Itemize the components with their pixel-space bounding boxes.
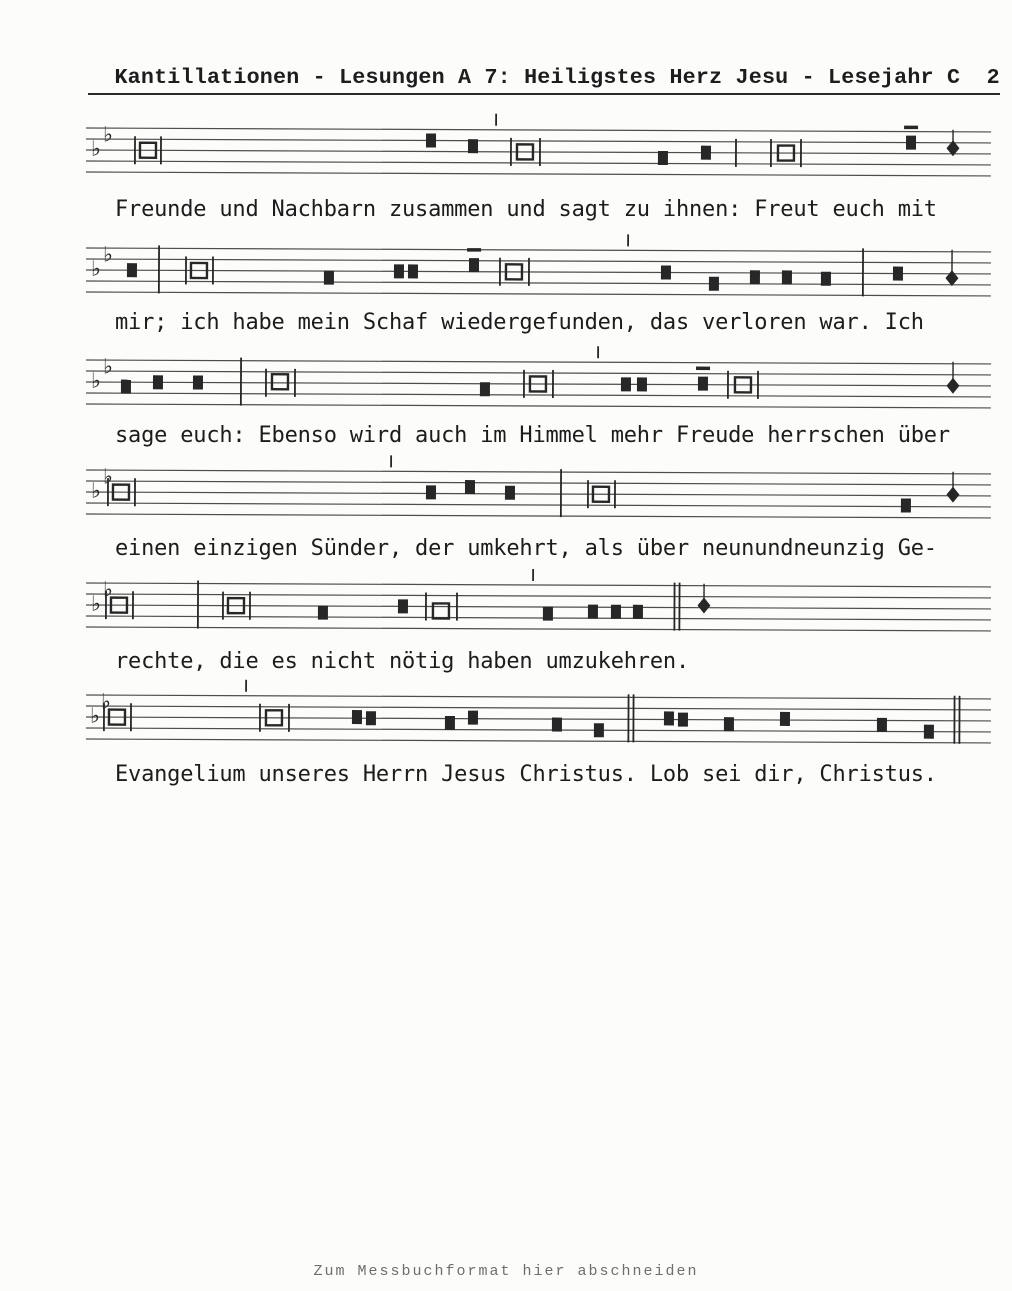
staff-line xyxy=(86,128,991,132)
punctum-note xyxy=(445,716,455,730)
staff-line xyxy=(86,492,991,496)
cut-instruction-text: Zum Messbuchformat hier abschneiden xyxy=(313,1263,699,1280)
diamond-note xyxy=(945,270,958,286)
punctum-note xyxy=(480,382,490,396)
diamond-note xyxy=(697,597,710,613)
staff-line xyxy=(86,717,991,721)
staff-line xyxy=(86,594,991,598)
punctum-note xyxy=(658,151,668,165)
episema-mark xyxy=(904,126,918,130)
staff-notation-svg xyxy=(86,110,998,180)
punctum-note xyxy=(594,723,604,737)
flat-icon: ♭ xyxy=(100,689,111,714)
staff-3 xyxy=(86,342,998,412)
staff-line xyxy=(86,503,991,507)
punctum-note xyxy=(611,605,621,619)
staff-4 xyxy=(86,452,998,522)
punctum-note xyxy=(468,711,478,725)
flat-icon: ♭ xyxy=(102,354,113,379)
lyrics-line-4: einen einzigen Sünder, der umkehrt, als über neunundneunzig Ge- xyxy=(115,536,937,561)
staff-notation-svg xyxy=(86,452,998,522)
flat-icon: ♭ xyxy=(102,577,113,602)
lyrics-line-5: rechte, die es nicht nötig haben umzukehren. xyxy=(115,649,689,674)
diamond-note xyxy=(946,487,959,503)
punctum-note xyxy=(505,486,515,500)
staff-line xyxy=(86,706,991,710)
punctum-note xyxy=(664,711,674,725)
punctum-note xyxy=(426,133,436,147)
punctum-note xyxy=(426,485,436,499)
staff-line xyxy=(86,292,991,296)
lyrics-line-1: Freunde und Nachbarn zusammen und sagt zu ihnen: Freut euch mit xyxy=(115,197,937,222)
punctum-note xyxy=(821,272,831,286)
episema-mark xyxy=(696,367,710,371)
recitation-note xyxy=(433,603,449,618)
punctum-note xyxy=(588,605,598,619)
staff-line xyxy=(86,360,991,364)
staff-notation-svg xyxy=(86,677,998,747)
punctum-note xyxy=(621,377,631,391)
punctum-note xyxy=(318,606,328,620)
staff-2 xyxy=(86,230,998,300)
flat-icon: ♭ xyxy=(90,136,101,161)
punctum-note xyxy=(468,139,478,153)
punctum-note xyxy=(633,605,643,619)
staff-line xyxy=(86,281,991,285)
page-title-text: Kantillationen - Lesungen A 7: Heiligstes Herz Jesu - Lesejahr C 2 xyxy=(114,65,1000,90)
flat-icon: ♭ xyxy=(102,242,113,267)
punctum-note xyxy=(782,270,792,284)
flat-icon: ♭ xyxy=(90,591,101,616)
staff-5 xyxy=(86,565,998,635)
staff-line xyxy=(86,139,991,143)
page-title xyxy=(88,40,1000,95)
punctum-note xyxy=(678,713,688,727)
staff-6 xyxy=(86,677,998,747)
punctum-note xyxy=(877,718,887,732)
staff-line xyxy=(86,616,991,620)
punctum-note xyxy=(750,270,760,284)
flat-icon: ♭ xyxy=(102,464,113,489)
staff-line xyxy=(86,739,991,743)
punctum-note xyxy=(398,599,408,613)
staff-line xyxy=(86,150,991,154)
punctum-note xyxy=(701,146,711,160)
staff-line xyxy=(86,728,991,732)
flat-icon: ♭ xyxy=(90,256,101,281)
punctum-note xyxy=(469,258,479,272)
punctum-note xyxy=(906,136,916,150)
punctum-note xyxy=(193,375,203,389)
lyrics-line-2: mir; ich habe mein Schaf wiedergefunden, das verloren war. Ich xyxy=(115,310,924,335)
staff-line xyxy=(86,481,991,485)
staff-line xyxy=(86,583,991,587)
staff-line xyxy=(86,605,991,609)
staff-line xyxy=(86,259,991,263)
staff-1 xyxy=(86,110,998,180)
recitation-note xyxy=(272,374,288,389)
episema-mark xyxy=(467,248,481,252)
punctum-note xyxy=(394,264,404,278)
flat-icon: ♭ xyxy=(89,703,100,728)
punctum-note xyxy=(324,271,334,285)
punctum-note xyxy=(893,267,903,281)
punctum-note xyxy=(637,377,647,391)
flat-icon: ♭ xyxy=(102,122,113,147)
staff-line xyxy=(86,514,991,518)
staff-line xyxy=(86,270,991,274)
staff-line xyxy=(86,161,991,165)
lyrics-line-3: sage euch: Ebenso wird auch im Himmel mehr Freude herrschen über xyxy=(115,423,950,448)
staff-line xyxy=(86,172,991,176)
punctum-note xyxy=(153,375,163,389)
staff-line xyxy=(86,393,991,397)
staff-line xyxy=(86,627,991,631)
diamond-note xyxy=(946,378,959,394)
punctum-note xyxy=(352,710,362,724)
staff-line xyxy=(86,695,991,699)
punctum-note xyxy=(780,712,790,726)
staff-line xyxy=(86,248,991,252)
staff-line xyxy=(86,371,991,375)
staff-line xyxy=(86,382,991,386)
punctum-note xyxy=(552,718,562,732)
punctum-note xyxy=(724,717,734,731)
staff-notation-svg xyxy=(86,230,998,300)
punctum-note xyxy=(408,264,418,278)
lyrics-line-6: Evangelium unseres Herrn Jesus Christus. Lob sei dir, Christus. xyxy=(115,762,937,787)
staff-notation-svg xyxy=(86,342,998,412)
punctum-note xyxy=(901,498,911,512)
staff-notation-svg xyxy=(86,565,998,635)
cut-instruction xyxy=(0,1263,1012,1280)
flat-icon: ♭ xyxy=(90,368,101,393)
staff-line xyxy=(86,404,991,408)
punctum-note xyxy=(366,711,376,725)
punctum-note xyxy=(924,725,934,739)
punctum-note xyxy=(127,263,137,277)
punctum-note xyxy=(465,480,475,494)
staff-line xyxy=(86,470,991,474)
punctum-note xyxy=(661,266,671,280)
punctum-note xyxy=(709,277,719,291)
punctum-note xyxy=(121,380,131,394)
punctum-note xyxy=(698,377,708,391)
punctum-note xyxy=(543,607,553,621)
flat-icon: ♭ xyxy=(90,478,101,503)
